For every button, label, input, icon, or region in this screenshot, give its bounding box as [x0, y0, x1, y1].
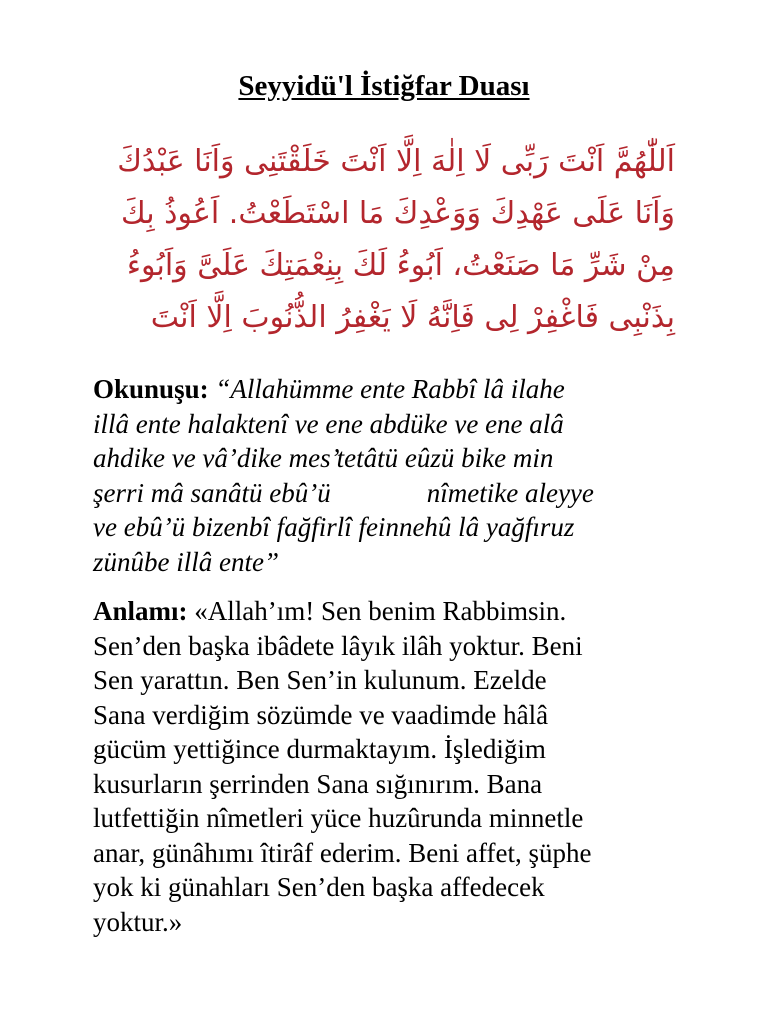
reading-text-1: “Allahümme ente Rabbî lâ ilahe: [215, 374, 565, 404]
reading-section: [93, 372, 693, 579]
reading-label: Okunuşu:: [93, 374, 209, 404]
meaning-line-8: anar, günâhımı îtirâf ederim. Beni affet, şüphe: [93, 837, 592, 868]
arabic-line-4: بِذَنْبِى فَاغْفِرْ لِى فَاِنَّهُ لَا يَغْفِرُ الذُّنُوبَ اِلَّا اَنْتَ: [150, 300, 675, 335]
arabic-line-3: مِنْ شَرِّ مَا صَنَعْتُ، اَبُوءُ لَكَ بِنِعْمَتِكَ عَلَىَّ وَاَبُوءُ: [126, 248, 675, 283]
meaning-line-4: Sana verdiğim sözümde ve vaadimde hâlâ: [93, 699, 549, 730]
meaning-text-1: «Allah’ım! Sen benim Rabbimsin.: [194, 596, 567, 626]
meaning-section: [93, 594, 713, 939]
reading-text-4b: nîmetike aleyye: [426, 477, 594, 508]
reading-line-1: [93, 372, 693, 407]
meaning-line-6: kusurların şerrinden Sana sığınırım. Bana: [93, 768, 543, 799]
arabic-prayer-text: [110, 136, 675, 344]
meaning-line-2: Sen’den başka ibâdete lâyık ilâh yoktur. Beni: [93, 630, 583, 661]
reading-line-4: [93, 476, 693, 511]
meaning-line-10: yoktur.»: [93, 906, 183, 937]
meaning-line-3: Sen yarattın. Ben Sen’in kulunum. Ezelde: [93, 665, 547, 695]
meaning-label: Anlamı:: [93, 596, 188, 626]
meaning-line-5: gücüm yettiğince durmaktayım. İşlediğim: [93, 734, 546, 764]
reading-line-3: ahdike ve vâ’dike mes’tetâtü eûzü bike min: [93, 443, 554, 473]
reading-line-5: ve ebû’ü bizenbî fağfirlî feinnehû lâ yağfıruz: [93, 512, 575, 542]
reading-line-6: zünûbe illâ ente”: [93, 546, 279, 577]
arabic-line-1: اَللّٰهُمَّ اَنْتَ رَبِّى لَا اِلٰهَ اِلَّا اَنْتَ خَلَقْتَنِى وَاَنَا عَبْدُكَ: [117, 144, 675, 179]
meaning-line-1: [93, 594, 713, 629]
meaning-line-7: lutfettiğin nîmetleri yüce huzûrunda minnetle: [93, 803, 584, 833]
meaning-line-9: yok ki günahları Sen’den başka affedecek: [93, 872, 545, 902]
reading-text-4a: şerri mâ sanâtü ebû’ü: [93, 477, 331, 508]
arabic-line-2: وَاَنَا عَلَى عَهْدِكَ وَوَعْدِكَ مَا اسْتَطَعْتُ. اَعُوذُ بِكَ: [121, 196, 675, 231]
page-title: Seyyidü'l İstiğfar Duası: [238, 70, 530, 102]
reading-line-2: illâ ente halaktenî ve ene abdüke ve ene alâ: [93, 408, 564, 439]
